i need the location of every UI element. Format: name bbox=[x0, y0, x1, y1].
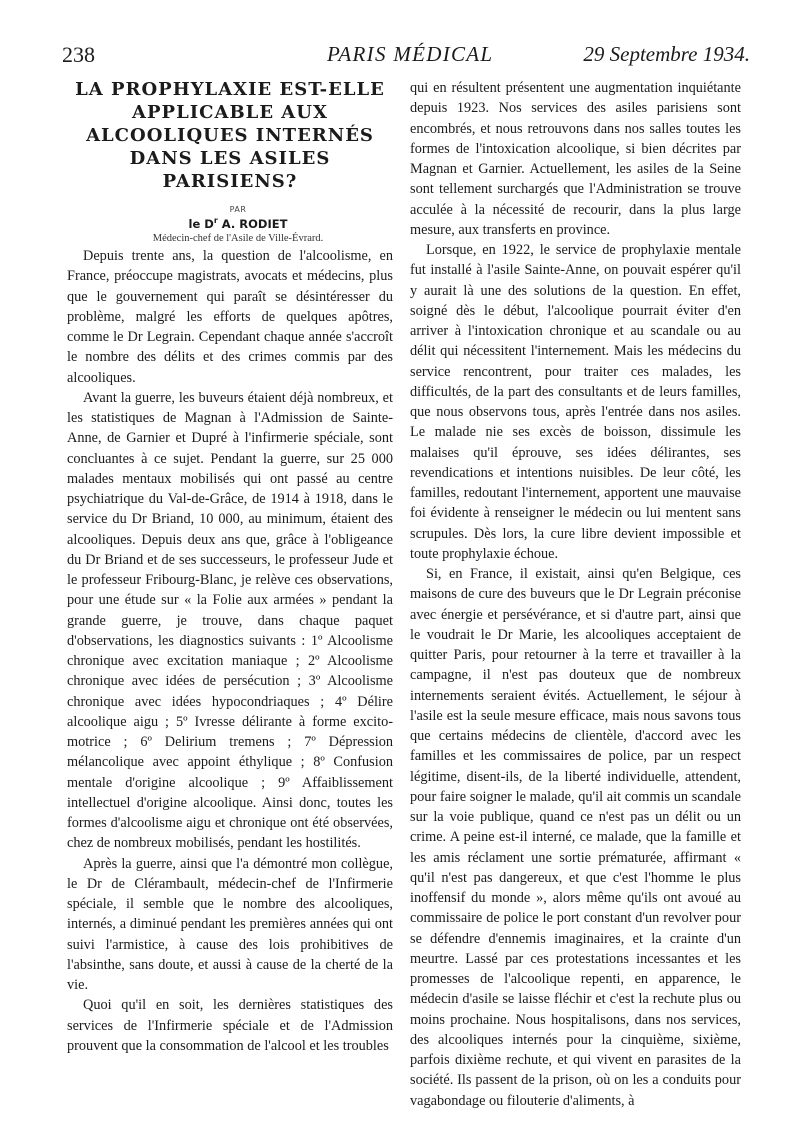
left-column bbox=[67, 78, 393, 1056]
page-header bbox=[62, 40, 750, 74]
author-role: Médecin-chef de l'Asile de Ville-Évrard. bbox=[152, 233, 324, 244]
journal-title: PARIS MÉDICAL bbox=[327, 42, 494, 66]
paragraph-1: Depuis trente ans, la question de l'alcoolisme, en France, préoccupe magistrats, avocats et médecins, plus que le gouvernement qui paraît se désintéresser du problème, malgré les efforts de quelques apôtres, comme le Dr Legrain. Cependant chaque année s'accroît le nombre des délits et des crimes commis par des alcooliques. bbox=[67, 248, 393, 386]
author-name: A. RODIET bbox=[217, 217, 288, 231]
paragraph-6: Si, en France, il existait, ainsi qu'en Belgique, ces maisons de cure des buveurs que le Dr Legrain préconise avec énergie et persévérance, et si d'autre part, ainsi que le voudrait le Dr Marie, les alcooliques acceptaient de quitter Paris, pour retourner à la terre et travailler à la campagne, il n'est pas douteux que de nombreux internements seraient évités. Actuellement, le séjour à l'asile est la seule mesure efficace, mais nous savons tous que certains médecins de clientèle, d'accord avec les familles et les commissaires de police, par un respect légitime, disent-ils, de la liberté individuelle, attendent, pour faire soigner le malade, qu'il ait commis un scandale sur la voie publique, quand ce n'est pas un délit ou un crime. A peine est-il interné, ce malade, que la famille et les amis réclament une sortie prématurée, affirmant « qu'il n'est pas dangereux, et que c'est l'homme le plus inoffensif du monde », alors même qu'ils ont avoué au commissaire de police le port constant d'un revolver pour se défendre d'ennemis imaginaires, et la crainte d'un meurtre. Lassé par ces protestations incessantes et les promesses de l'alcoolique repenti, en apparence, le médecin d'asile se laisse fléchir et c'est la rechute plus ou moins prochaine. Nous hospitalisons, dans nos services, des alcooliques internés pour la cinquième, sixième, parfois dixième rechute, et qui vivent en parasites de la société. Ils passent de la prison, où on les a conduits pour vagabondage ou filouterie d'aliments, à bbox=[410, 566, 741, 1109]
paragraph-4: Quoi qu'il en soit, les dernières statistiques des services de l'Infirmerie spéciale et de l'Admission prouvent que la consommation de l'alcool et les troubles bbox=[67, 997, 393, 1054]
author-title-sup: r bbox=[213, 216, 218, 226]
article-title: LA PROPHYLAXIE EST-ELLE APPLICABLE AUX ALCOOLIQUES INTERNÉS DANS LES ASILES PARISIENS? bbox=[75, 79, 385, 192]
paragraph-3: Après la guerre, ainsi que l'a démontré mon collègue, le Dr de Clérambault, médecin-chef de l'Infirmerie spéciale, il semble que le nombre des alcooliques, internés, a diminué pendant les premières années qui ont suivi l'armistice, à cause des lois prohibitives de l'absinthe, sans doute, et aussi à cause de la cherté de la vie. bbox=[67, 855, 393, 993]
paragraph-2: Avant la guerre, les buveurs étaient déjà nombreux, et les statistiques de Magnan à l'Admission de Sainte-Anne, de Garnier et Dupré à l'infirmerie spéciale, sont concluantes à ce sujet. Pendant la guerre, sur 25 000 malades mentaux mobilisés qui ont passé au centre psychiatrique du Val-de-Grâce, de 1914 à 1918, dans le service du Dr Briand, 10 000, au minimum, étaient des alcooliques. Depuis deux ans que, grâce à l'obligeance du Dr Briand et de ses successeurs, le professeur Jude et le professeur Fribourg-Blanc, je relève ces observations, pour une étude sur « la Folie aux armées » pendant la grande guerre, je trouve, dans chaque paquet d'observations, les diagnostics suivants : 1º Alcoolisme chronique avec excitation maniaque ; 2º Alcoolisme chronique avec idées de persécution ; 3º Alcoolisme chronique avec idées hypocondriaques ; 4º Délire alcoolique aigu ; 5º Ivresse délirante à forme excito-motrice ; 6º Delirium tremens ; 7º Dépression mélancolique avec appoint éthylique ; 8º Confusion mentale d'origine alcoolique ; 9º Affaiblissement intellectuel d'origine alcoolique. Ainsi donc, toutes les formes d'alcoolisme aigu et chronique ont été observées, chez de nombreux mobilisés, pendant les hostilités. bbox=[67, 389, 393, 852]
byline-par: PAR bbox=[229, 205, 247, 214]
paragraph-4-continued: qui en résultent présentent une augmentation inquiétante depuis 1923. Nos services des asiles parisiens sont encombrés, et nous retrouvons dans nos salles toutes les formes de l'intoxication alcoolique, si bien décrites par Magnan et Garnier. Actuellement, les asiles de la Seine sont tellement surchargés que l'Administration se trouve acculée à la nécessité de recourir, dans la plus large mesure, aux transferts en province. bbox=[410, 80, 741, 238]
issue-date: 29 Septembre 1934. bbox=[583, 42, 750, 66]
page-number: 238 bbox=[62, 42, 95, 67]
paragraph-5: Lorsque, en 1922, le service de prophylaxie mentale fut installé à l'asile Sainte-Anne, on pouvait espérer qu'il y aurait là une des solutions de la question. En effet, soigné dès le début, l'alcoolique pourrait éviter d'en arriver à l'intoxication chronique et au scandale ou au délit qui nécessitent l'internement. Mais les médecins du service rencontrent, pour traiter ces malades, les difficultés, de la part des consultants et de leurs familles, que nous observons tous, après l'entrée dans nos asiles. Le malade nie ses excès de boisson, dissimule les malaises qu'il éprouve, ses idées délirantes, ses revendications et intentions nuisibles. De leur côté, les familles, redoutant l'internement, apportent une mauvaise foi évidente à renseigner le médecin ou lui mentent sans scrupules. Dès lors, la cure libre devient impossible et toute prophylaxie échoue. bbox=[410, 242, 741, 562]
byline-author bbox=[67, 217, 393, 232]
author-prefix: le D bbox=[188, 217, 214, 231]
right-column bbox=[410, 78, 741, 1111]
